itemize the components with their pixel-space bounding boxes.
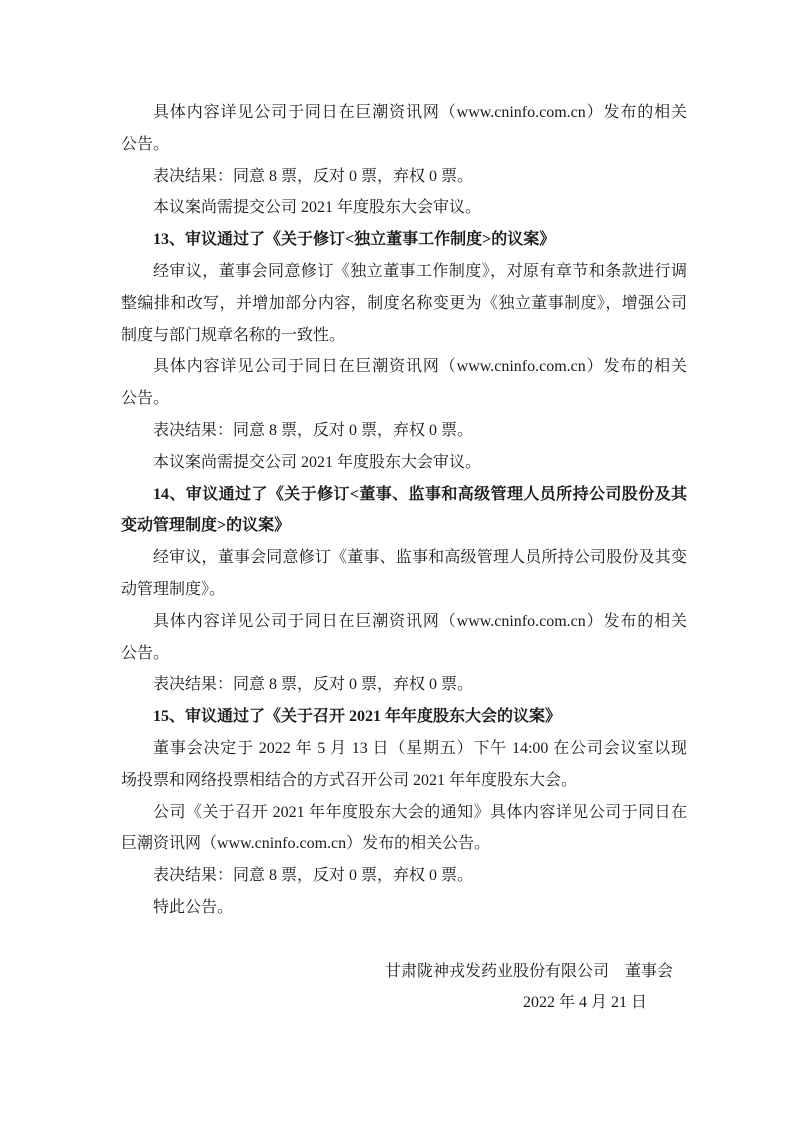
vote-result-line: 表决结果：同意 8 票，反对 0 票，弃权 0 票。 bbox=[153, 867, 474, 885]
closing-line: 特此公告。 bbox=[153, 898, 234, 916]
paragraph-line: 巨潮资讯网（www.cninfo.com.cn）发布的相关公告。 bbox=[121, 835, 491, 853]
paragraph-line: 制度与部门规章名称的一致性。 bbox=[121, 326, 346, 344]
paragraph-line: 本议案尚需提交公司 2021 年度股东大会审议。 bbox=[153, 453, 482, 471]
item-13-heading: 13、审议通过了《关于修订<独立董事工作制度>的议案》 bbox=[153, 231, 556, 249]
paragraph-line: 整编排和改写，并增加部分内容，制度名称变更为《独立董事制度》，增强公司 bbox=[121, 294, 687, 312]
vote-result-line: 表决结果：同意 8 票，反对 0 票，弃权 0 票。 bbox=[153, 421, 474, 439]
paragraph-line: 动管理制度》。 bbox=[121, 580, 226, 598]
paragraph-line: 本议案尚需提交公司 2021 年度股东大会审议。 bbox=[153, 199, 482, 217]
paragraph-line: 公司《关于召开 2021 年年度股东大会的通知》具体内容详见公司于同日在 bbox=[153, 803, 687, 821]
vote-result-line: 表决结果：同意 8 票，反对 0 票，弃权 0 票。 bbox=[153, 676, 474, 694]
paragraph-line: 董事会决定于 2022 年 5 月 13 日（星期五）下午 14:00 在公司会议室以现 bbox=[153, 739, 687, 757]
paragraph-line: 经审议，董事会同意修订《董事、监事和高级管理人员所持公司股份及其变 bbox=[153, 549, 687, 567]
paragraph-line: 具体内容详见公司于同日在巨潮资讯网（www.cninfo.com.cn）发布的相关 bbox=[153, 612, 687, 630]
announcement-date: 2022 年 4 月 21 日 bbox=[522, 994, 647, 1012]
paragraph-line: 公告。 bbox=[121, 135, 170, 153]
paragraph-line: 公告。 bbox=[121, 644, 170, 662]
paragraph-line: 场投票和网络投票相结合的方式召开公司 2021 年年度股东大会。 bbox=[121, 771, 578, 789]
item-14-heading: 14、审议通过了《关于修订<董事、监事和高级管理人员所持公司股份及其 bbox=[153, 485, 687, 503]
blank-line bbox=[121, 924, 687, 956]
paragraph-line: 经审议，董事会同意修订《独立董事工作制度》，对原有章节和条款进行调 bbox=[153, 262, 687, 280]
paragraph-line: 具体内容详见公司于同日在巨潮资讯网（www.cninfo.com.cn）发布的相关 bbox=[153, 358, 687, 376]
company-signature: 甘肃陇神戎发药业股份有限公司 董事会 bbox=[384, 962, 673, 980]
item-14-heading-cont: 变动管理制度>的议案》 bbox=[121, 517, 291, 535]
vote-result-line: 表决结果：同意 8 票，反对 0 票，弃权 0 票。 bbox=[153, 167, 474, 185]
paragraph-line: 公告。 bbox=[121, 390, 170, 408]
paragraph-line: 具体内容详见公司于同日在巨潮资讯网（www.cninfo.com.cn）发布的相关 bbox=[153, 104, 687, 121]
item-15-heading: 15、审议通过了《关于召开 2021 年年度股东大会的议案》 bbox=[153, 708, 562, 726]
